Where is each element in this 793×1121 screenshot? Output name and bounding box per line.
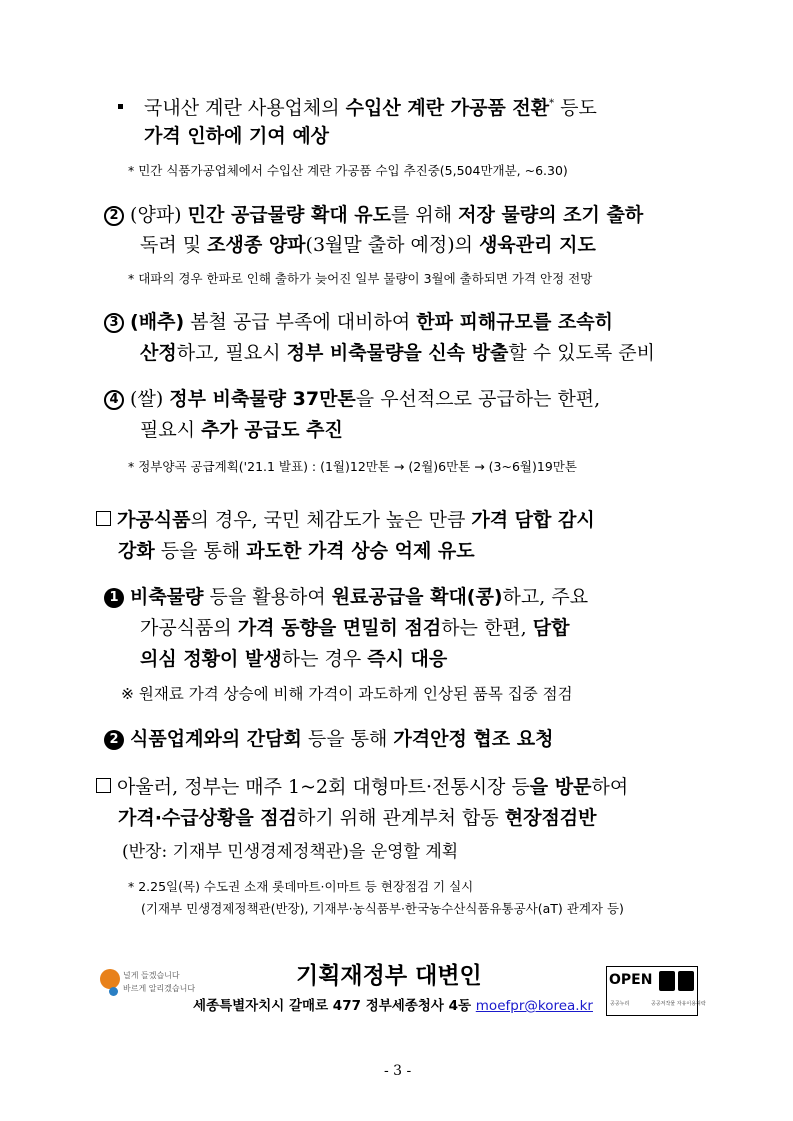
square-bullet-icon xyxy=(118,104,123,109)
checkbox-icon xyxy=(96,511,111,526)
footnote-2: * 대파의 경우 한파로 인해 출하가 늦어진 일부 물량이 3월에 출하되면 가격 안정 전망 xyxy=(128,271,593,286)
bullet-line-1: 국내산 계란 사용업체의 수입산 계란 가공품 전환* 등도 xyxy=(118,92,597,120)
circled-four-icon: 4 xyxy=(104,390,124,410)
noncommercial-icon xyxy=(678,971,694,991)
section-processed-foods: 가공식품의 경우, 국민 체감도가 높은 만큼 가격 담합 감시 xyxy=(96,508,595,532)
section-inspection-cont2: (반장: 기재부 민생경제정책관)을 운영할 계획 xyxy=(122,842,459,862)
circled-two-icon: 2 xyxy=(104,206,124,226)
item-rice: 4 (쌀) 정부 비축물량 37만톤을 우선적으로 공급하는 한편, xyxy=(104,387,600,411)
circled-three-icon: 3 xyxy=(104,313,124,333)
item-onion: 2 (양파) 민간 공급물량 확대 유도를 위해 저장 물량의 조기 출하 xyxy=(104,203,643,227)
item-onion-cont: 독려 및 조생종 양파(3월말 출하 예정)의 생육관리 지도 xyxy=(140,234,596,256)
filled-circled-two-icon: 2 xyxy=(104,730,124,750)
ministry-logo: 널게 들겠습니다 바르게 알리겠습니다 xyxy=(100,965,200,1005)
footer-email-link[interactable]: moefpr@korea.kr xyxy=(475,998,593,1014)
sub-item-1-cont2: 의심 정황이 발생하는 경우 즉시 대응 xyxy=(140,648,448,670)
footnote-4-cont: (기재부 민생경제정책관(반장), 기재부·농식품부·한국농수산식품유통공사(aT) 관계자 등) xyxy=(141,901,624,916)
logo-dot-icon xyxy=(109,987,118,996)
filled-circled-one-icon: 1 xyxy=(104,588,124,608)
sub-item-1-cont: 가공식품의 가격 동향을 면밀히 점검하는 한편, 담합 xyxy=(140,617,570,639)
item-cabbage-cont: 산정하고, 필요시 정부 비축물량을 신속 방출할 수 있도록 준비 xyxy=(140,342,655,364)
checkbox-icon xyxy=(96,778,111,793)
item-rice-cont: 필요시 추가 공급도 추진 xyxy=(140,419,343,441)
sub-item-1: 1 비축물량 등을 활용하여 원료공급을 확대(콩)하고, 주요 xyxy=(104,585,588,609)
footer-title: 기획재정부 대변인 xyxy=(296,963,482,989)
footnote-4: * 2.25일(목) 수도권 소재 롯데마트·이마트 등 현장점검 기 실시 xyxy=(128,879,474,894)
section-inspection: 아울러, 정부는 매주 1~2회 대형마트·전통시장 등을 방문하여 xyxy=(96,775,628,799)
logo-circle-icon xyxy=(100,969,120,989)
attribution-icon xyxy=(659,971,675,991)
section-processed-foods-cont: 강화 등을 통해 과도한 가격 상승 억제 유도 xyxy=(118,540,475,562)
footnote-3: * 정부양곡 공급계획('21.1 발표) : (1월)12만톤 → (2월)6만톤 → (3~6월)19만톤 xyxy=(128,459,577,474)
footnote-1: * 민간 식품가공업체에서 수입산 계란 가공품 수입 추진중(5,504만개분, ~6.30) xyxy=(128,163,568,178)
reference-note: ※ 원재료 가격 상승에 비해 가격이 과도하게 인상된 품목 집중 점검 xyxy=(121,685,573,703)
sub-item-2: 2 식품업계와의 간담회 등을 통해 가격안정 협조 요청 xyxy=(104,727,553,751)
footer-address: 세종특별자치시 갈매로 477 정부세종청사 4동 moefpr@korea.kr xyxy=(193,998,593,1014)
open-license-icon: OPEN 공공누리 공공저작물 자유이용허락 xyxy=(606,966,698,1016)
page-number: - 3 - xyxy=(384,1063,412,1079)
section-inspection-cont: 가격·수급상황을 점검하기 위해 관계부처 합동 현장점검반 xyxy=(118,807,597,829)
item-cabbage: 3 (배추) 봄철 공급 부족에 대비하여 한파 피해규모를 조속히 xyxy=(104,310,613,334)
bullet-line-1-cont: 가격 인하에 기여 예상 xyxy=(144,125,330,147)
